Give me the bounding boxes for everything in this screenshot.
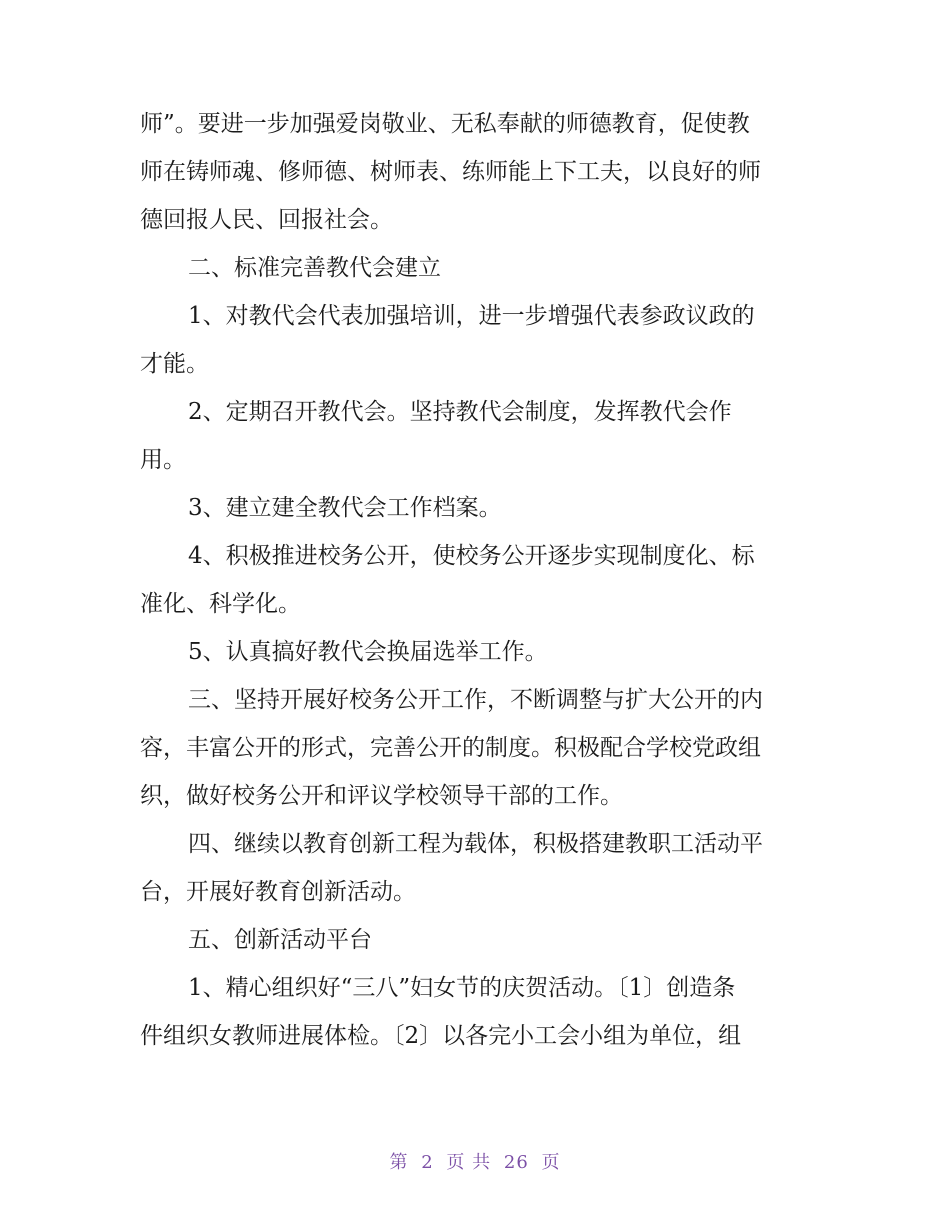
text-line: 4、积极推进校务公开，使校务公开逐步实现制度化、标 [188, 543, 755, 569]
text-line: 5、认真搞好教代会换届选举工作。 [188, 639, 548, 665]
text-line: 才能。 [140, 351, 209, 377]
text-line: 二、标准完善教代会建立 [188, 255, 441, 281]
text-line: 件组织女教师进展体检。〔2〕以各完小工会小组为单位，组 [140, 1023, 742, 1049]
text-line: 师在铸师魂、修师德、树师表、练师能上下工夫，以良好的师 [140, 159, 761, 185]
text-line: 四、继续以教育创新工程为载体，积极搭建教职工活动平 [188, 831, 763, 857]
total-pages: 26 [503, 1152, 529, 1173]
page-number: 2 [421, 1152, 434, 1173]
text-line: 织，做好校务公开和评议学校领导干部的工作。 [140, 783, 623, 809]
text-line: 准化、科学化。 [140, 591, 301, 617]
text-line: 3、建立建全教代会工作档案。 [188, 495, 502, 521]
text-line: 师”。要进一步加强爱岗敬业、无私奉献的师德教育，促使教 [140, 111, 750, 137]
text-line: 1、对教代会代表加强培训，进一步增强代表参政议政的 [188, 303, 755, 329]
text-line: 三、坚持开展好校务公开工作，不断调整与扩大公开的内 [188, 687, 763, 713]
text-line: 容，丰富公开的形式，完善公开的制度。积极配合学校党政组 [140, 735, 761, 761]
page-footer [0, 1148, 950, 1174]
text-line: 台，开展好教育创新活动。 [140, 879, 416, 905]
page-label-prefix: 第 [389, 1152, 409, 1173]
page-label-mid: 页 共 [446, 1152, 492, 1173]
page-label-suffix: 页 [541, 1152, 561, 1173]
text-line: 德回报人民、回报社会。 [140, 207, 393, 233]
text-line: 2、定期召开教代会。坚持教代会制度，发挥教代会作 [188, 399, 732, 425]
text-line: 1、精心组织好“三八”妇女节的庆贺活动。〔1〕创造条 [188, 975, 736, 1001]
document-body [140, 100, 830, 1060]
text-line: 五、创新活动平台 [188, 927, 372, 953]
text-line: 用。 [140, 447, 186, 473]
